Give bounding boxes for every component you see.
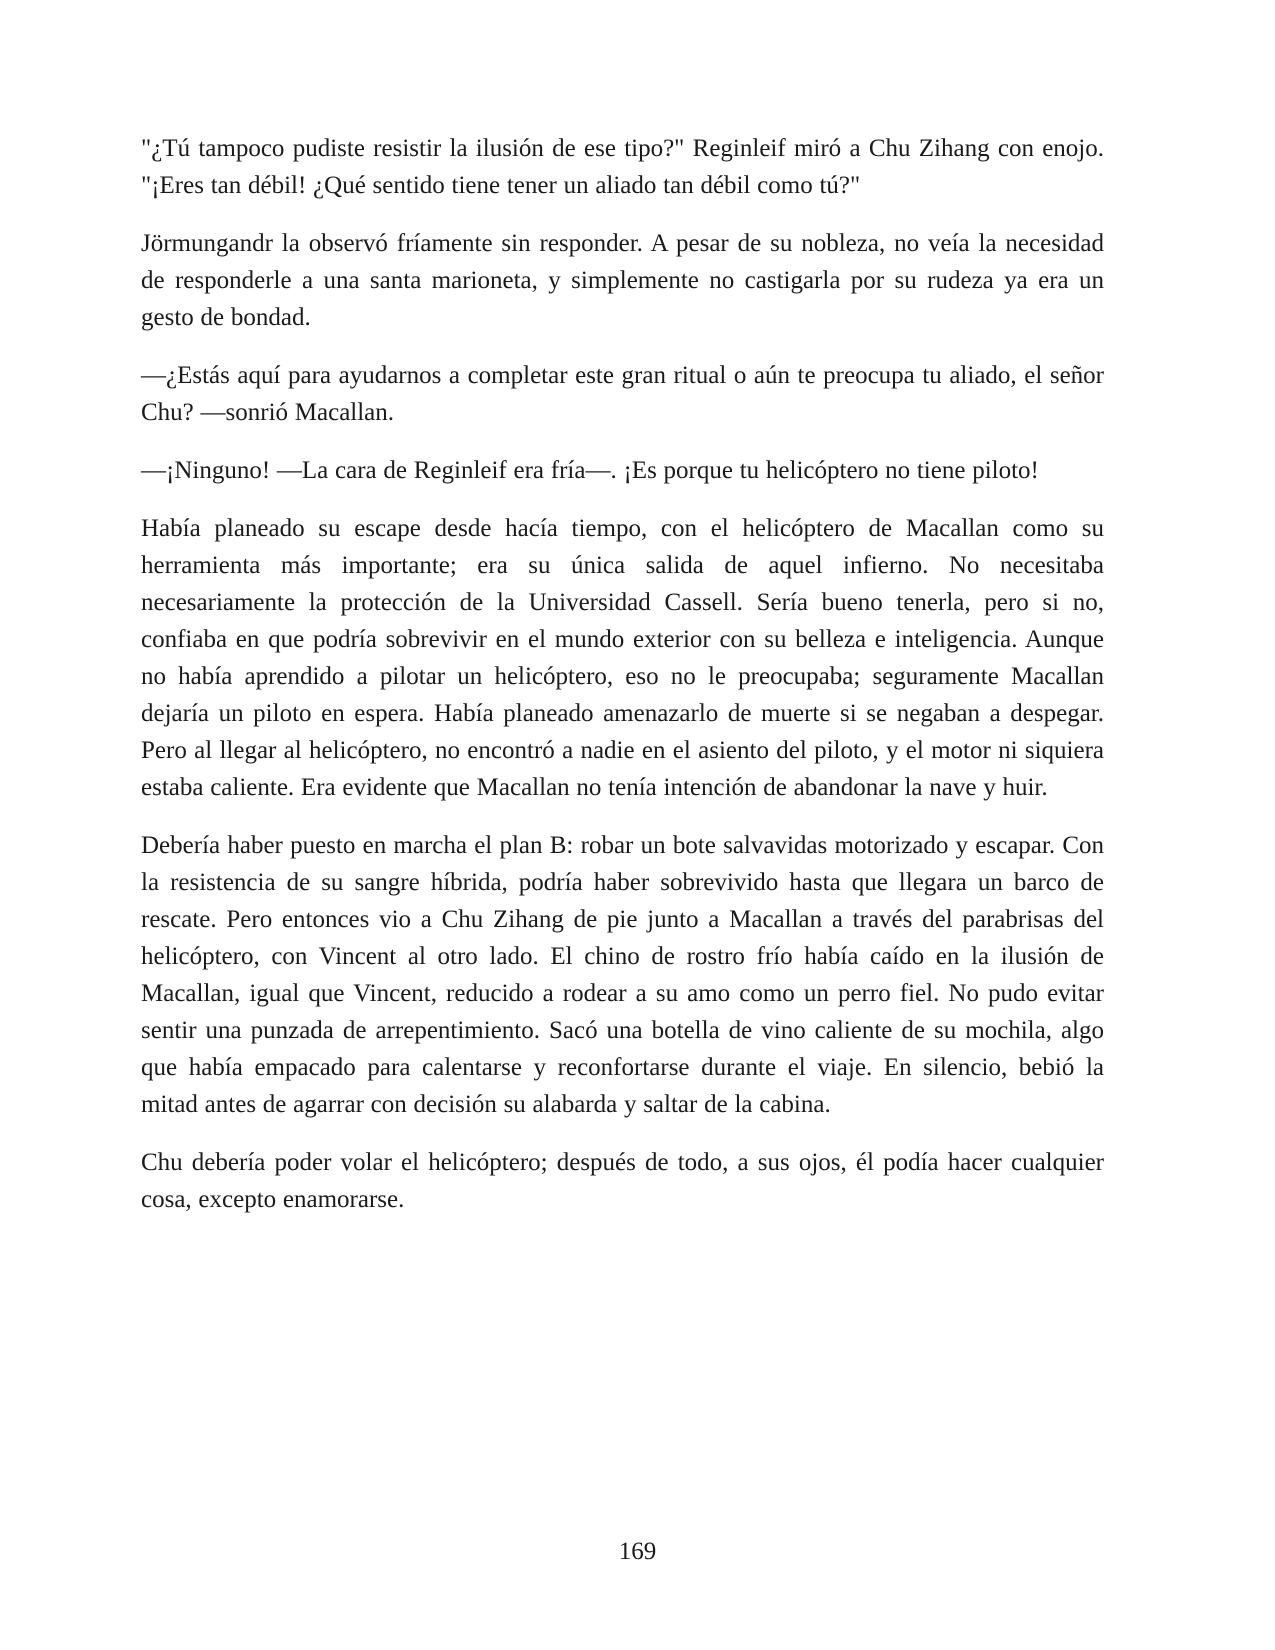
paragraph: Chu debería poder volar el helicóptero; después de todo, a sus ojos, él podía hacer cualquier cosa, excepto enamorarse.: [141, 1149, 1104, 1213]
page-number: 169: [618, 1538, 657, 1565]
paragraph: —¡Ninguno! —La cara de Reginleif era fría—. ¡Es porque tu helicóptero no tiene piloto!: [141, 457, 1039, 484]
paragraph: Jörmungandr la observó fríamente sin responder. A pesar de su nobleza, no veía la necesidad de responderle a una santa marioneta, y simplemente no castigarla por su rudeza ya era un gesto de bondad.: [141, 230, 1104, 331]
paragraph: Debería haber puesto en marcha el plan B: robar un bote salvavidas motorizado y escapar. Con la resistencia de su sangre híbrida, podría haber sobrevivido hasta que llegara un barco de rescate. Pero entonces vio a Chu Zihang de pie junto a Macallan a través del parabrisas del helicóptero, con Vincent al otro lado. El chino de rostro frío había caído en la ilusión de Macallan, igual que Vincent, reducido a rodear a su amo como un perro fiel. No pudo evitar sentir una punzada de arrepentimiento. Sacó una botella de vino caliente de su mochila, algo que había empacado para calentarse y reconfortarse durante el viaje. En silencio, bebió la mitad antes de agarrar con decisión su alabarda y saltar de la cabina.: [141, 832, 1104, 1118]
paragraph: "¿Tú tampoco pudiste resistir la ilusión de ese tipo?" Reginleif miró a Chu Zihang con enojo. "¡Eres tan débil! ¿Qué sentido tiene tener un aliado tan débil como tú?": [141, 135, 1104, 199]
paragraph: Había planeado su escape desde hacía tiempo, con el helicóptero de Macallan como su herramienta más importante; era su única salida de aquel infierno. No necesitaba necesariamente la protección de la Universidad Cassell. Sería bueno tenerla, pero si no, confiaba en que podría sobrevivir en el mundo exterior con su belleza e inteligencia. Aunque no había aprendido a pilotar un helicóptero, eso no le preocupaba; seguramente Macallan dejaría un piloto en espera. Había planeado amenazarlo de muerte si se negaban a despegar. Pero al llegar al helicóptero, no encontró a nadie en el asiento del piloto, y el motor ni siquiera estaba caliente. Era evidente que Macallan no tenía intención de abandonar la nave y huir.: [141, 515, 1104, 801]
page-body: [141, 130, 1104, 1239]
paragraph: —¿Estás aquí para ayudarnos a completar este gran ritual o aún te preocupa tu aliado, el señor Chu? —sonrió Macallan.: [141, 362, 1104, 426]
